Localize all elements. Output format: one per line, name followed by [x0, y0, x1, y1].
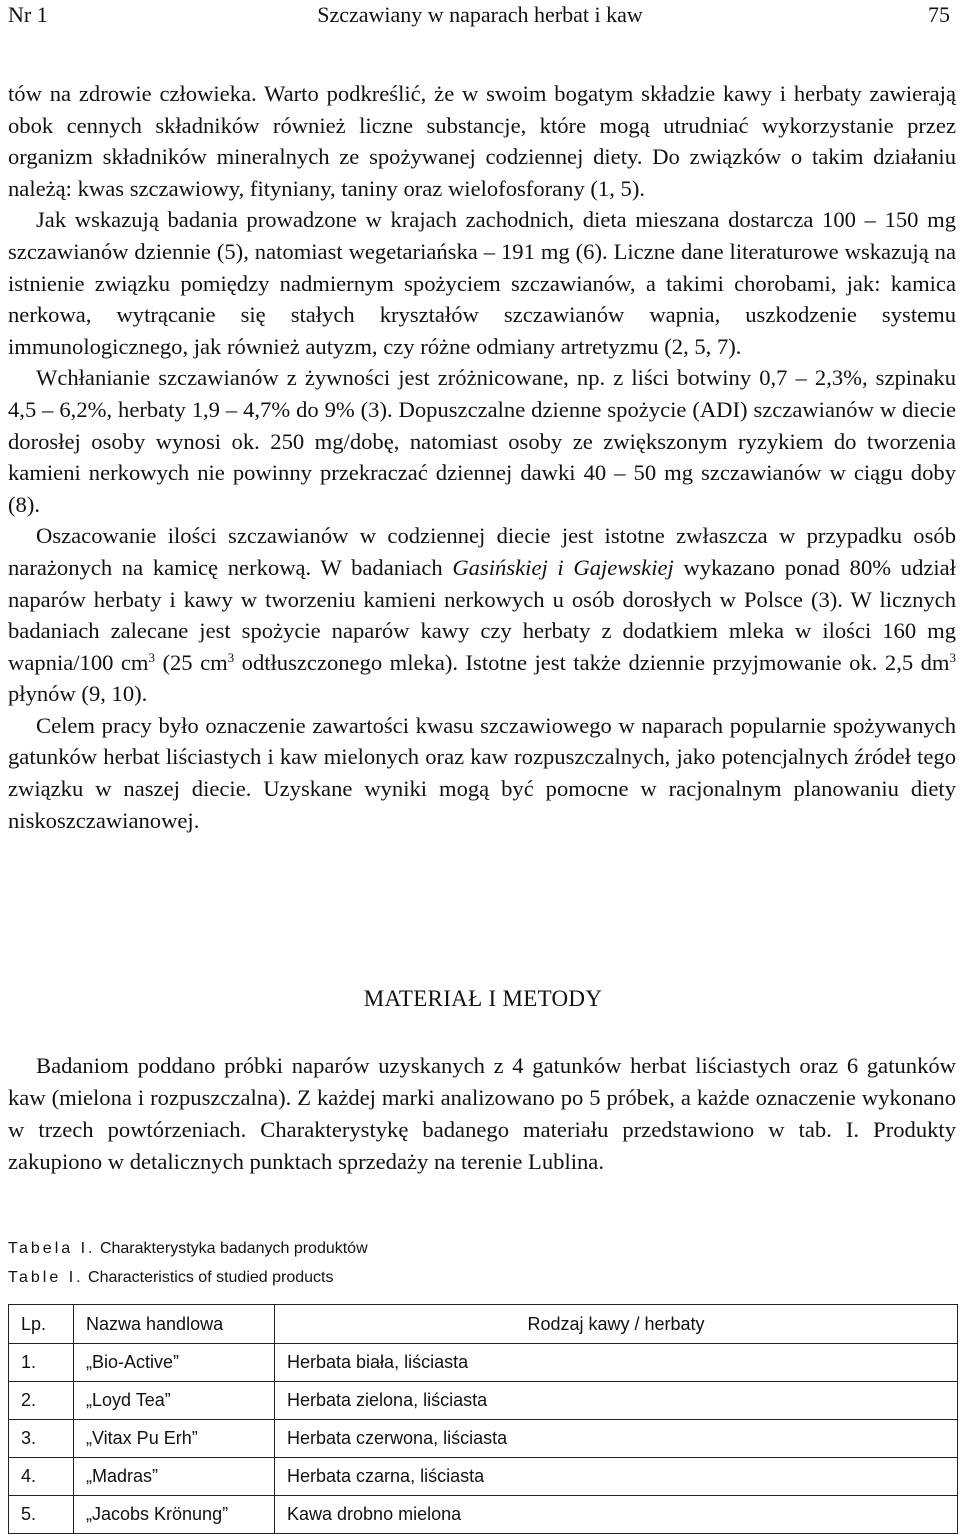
paragraph-3: Wchłanianie szczawianów z żywności jest zróżnicowane, np. z liści botwiny 0,7 – 2,3%, szpinaku 4,5 – 6,2%, herbaty 1,9 – 4,7% do 9% (3). Dopuszczalne dzienne spożycie (ADI) szczawianów w diecie dorosłej osoby wynosi ok. 250 mg/dobę, natomiast osoby ze zwiększonym ryzykiem do tworzenia kamieni nerkowych nie powinny przekraczać dziennej dawki 40 – 50 mg szczawianów w ciągu doby (8).: [8, 365, 956, 517]
row-number: 1.: [9, 1344, 74, 1382]
products-table: [8, 1304, 958, 1534]
superscript-3: 3: [227, 649, 235, 665]
superscript-3: 3: [148, 649, 155, 665]
table-label-pl: Tabela I.: [8, 1240, 96, 1257]
trade-name: „Bio-Active”: [74, 1344, 275, 1382]
journal-issue-number: Nr 1: [8, 2, 48, 27]
trade-name: „Madras”: [74, 1458, 275, 1496]
running-title: Szczawiany w naparach herbat i kaw: [317, 2, 643, 27]
paragraph-4-part-b: wykazano ponad 80% udział naparów herbaty i kawy w tworzeniu kamieni nerkowych u osób dorosłych w Polsce (3). W licznych badaniach zalecane jest spożycie naparów kawy czy herbaty z dodatkiem mleka w ilości 160 mg wapnia/100 cm: [8, 554, 956, 675]
product-type: Herbata zielona, liściasta: [275, 1382, 958, 1420]
trade-name: „Vitax Pu Erh”: [74, 1420, 275, 1458]
trade-name: „Jacobs Krönung”: [74, 1496, 275, 1534]
table-row: [9, 1458, 958, 1496]
table-row: [9, 1420, 958, 1458]
paragraph-4-part-c: (25 cm: [155, 649, 228, 675]
paragraph-4-part-a: Oszacowanie ilości szczawianów w codziennej diecie jest istotne zwłaszcza w przypadku osób narażonych na kamicę nerkową. W badaniach: [8, 523, 956, 580]
table-row: [9, 1344, 958, 1382]
table-title-pl: Charakterystyka badanych produktów: [99, 1240, 368, 1257]
page-header: [8, 0, 952, 32]
cited-authors: Gasińskiej i Gajewskiej: [452, 554, 674, 580]
trade-name: „Loyd Tea”: [74, 1382, 275, 1420]
table-title-en: Characteristics of studied products: [88, 1269, 334, 1286]
table-row: [9, 1382, 958, 1420]
section-heading: MATERIAŁ I METODY: [363, 986, 603, 1011]
paragraph-1: tów na zdrowie człowieka. Warto podkreślić, że w swoim bogatym składzie kawy i herbaty zawierają obok cennych składników również liczne substancje, które mogą utrudniać wykorzystanie przez organizm składników mineralnych ze spożywanej codziennej diety. Do związków o takim działaniu należą: kwas szczawiowy, fityniany, taniny oraz wielofosforany (1, 5).: [8, 81, 956, 201]
row-number: 3.: [9, 1420, 74, 1458]
row-number: 5.: [9, 1496, 74, 1534]
product-type: Herbata czarna, liściasta: [275, 1458, 958, 1496]
product-type: Herbata biała, liściasta: [275, 1344, 958, 1382]
row-number: 2.: [9, 1382, 74, 1420]
paragraph-4-part-e: płynów (9, 10).: [8, 681, 148, 707]
table-row: [9, 1496, 958, 1534]
column-header-trade-name: Nazwa handlowa: [74, 1305, 275, 1344]
methods-paragraph: Badaniom poddano próbki naparów uzyskanych z 4 gatunków herbat liściastych oraz 6 gatunków kaw (mielona i rozpuszczalna). Z każdej marki analizowano po 5 próbek, a każde oznaczenie wykonano w trzech powtórzeniach. Charakterystykę badanego materiału przedstawiono w tab. I. Produkty zakupiono w detalicznych punktach sprzedaży na terenie Lublina.: [8, 1053, 956, 1174]
introduction-text: [8, 78, 956, 836]
product-type: Kawa drobno mielona: [275, 1496, 958, 1534]
paragraph-2: Jak wskazują badania prowadzone w krajach zachodnich, dieta mieszana dostarcza 100 – 150 mg szczawianów dziennie (5), natomiast wegetariańska – 191 mg (6). Liczne dane literaturowe wskazują na istnienie związku pomiędzy nadmiernym spożyciem szczawianów, a takimi chorobami, jak: kamica nerkowa, wytrącanie się stałych kryształów szczawianów wapnia, uszkodzenie systemu immunologicznego, jak również autyzm, czy różne odmiany artretyzmu (2, 5, 7).: [8, 207, 956, 359]
table-caption-en: [8, 1269, 334, 1287]
paragraph-4-part-d: odtłuszczonego mleka). Istotne jest także dziennie przyjmowanie ok. 2,5 dm: [234, 649, 950, 675]
product-type: Herbata czerwona, liściasta: [275, 1420, 958, 1458]
column-header-number: Lp.: [9, 1305, 74, 1344]
paragraph-4: [8, 520, 956, 710]
table-label-en: Table I.: [8, 1269, 84, 1286]
page-number: 75: [928, 2, 950, 27]
table-caption-pl: [8, 1240, 368, 1258]
superscript-3: 3: [949, 649, 956, 665]
table-header-row: [9, 1305, 958, 1344]
row-number: 4.: [9, 1458, 74, 1496]
paragraph-5: Celem pracy było oznaczenie zawartości kwasu szczawiowego w naparach popularnie spożywanych gatunków herbat liściastych i kaw mielonych oraz kaw rozpuszczalnych, jako potencjalnych źródeł tego związku w naszej diecie. Uzyskane wyniki mogą być pomocne w racjonalnym planowaniu diety niskoszczawianowej.: [8, 712, 956, 833]
column-header-product-type: Rodzaj kawy / herbaty: [275, 1305, 958, 1344]
methods-text: [8, 1050, 956, 1178]
